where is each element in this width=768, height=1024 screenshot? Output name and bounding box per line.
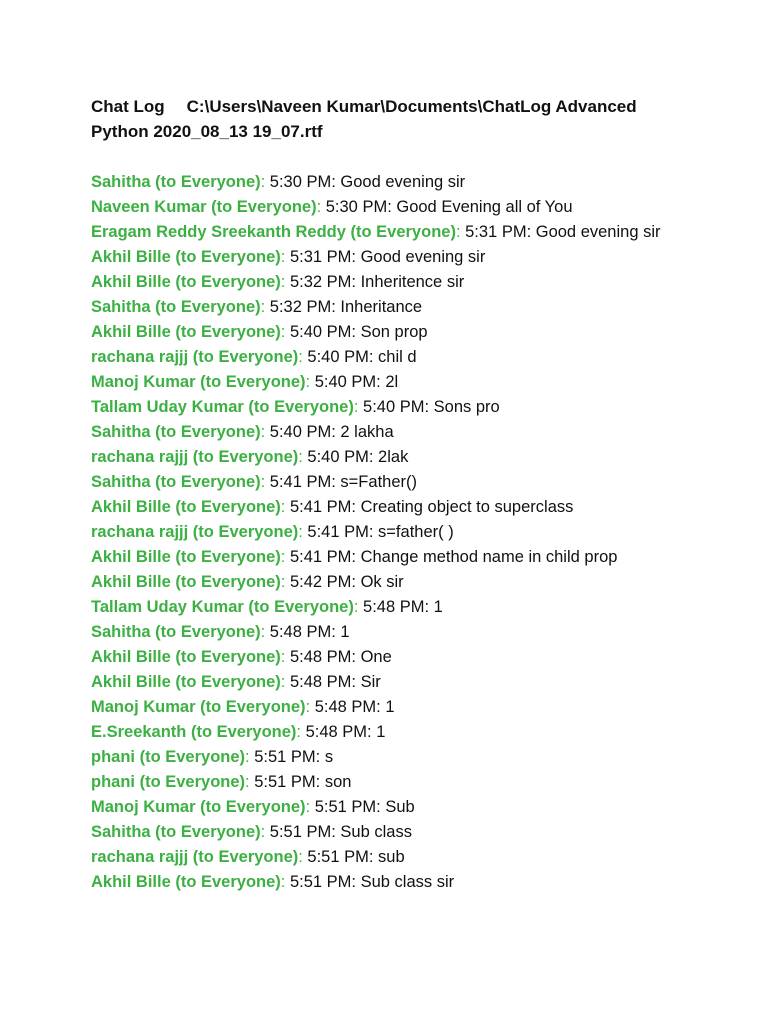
time-colon: :: [351, 673, 361, 691]
chat-message: [91, 670, 691, 695]
message-time: 5:41 PM: [269, 473, 332, 491]
time-colon: :: [376, 698, 386, 716]
chat-message: [91, 545, 691, 570]
message-sender: phani (to Everyone): [91, 773, 246, 791]
sender-colon: :: [280, 673, 290, 691]
message-text: son: [324, 773, 352, 791]
time-colon: :: [351, 573, 361, 591]
time-colon: :: [331, 823, 341, 841]
message-text: Good Evening all of You: [396, 198, 573, 216]
sender-colon: :: [260, 823, 270, 841]
sender-colon: :: [280, 248, 290, 266]
message-time: 5:41 PM: [289, 498, 352, 516]
message-text: Change method name in child prop: [360, 548, 618, 566]
message-text: 1: [433, 598, 443, 616]
message-text: Good evening sir: [340, 173, 466, 191]
sender-colon: :: [280, 273, 290, 291]
sender-colon: :: [305, 698, 315, 716]
sender-colon: :: [280, 648, 290, 666]
message-time: 5:40 PM: [307, 448, 369, 466]
time-colon: :: [387, 198, 397, 216]
chat-message: [91, 745, 691, 770]
message-sender: Akhil Bille (to Everyone): [91, 498, 281, 516]
message-time: 5:51 PM: [254, 773, 316, 791]
sender-colon: :: [260, 623, 270, 641]
sender-colon: :: [260, 473, 270, 491]
message-text: 1: [385, 698, 395, 716]
sender-colon: :: [280, 573, 290, 591]
time-colon: :: [331, 298, 341, 316]
message-sender: Tallam Uday Kumar (to Everyone): [91, 598, 354, 616]
message-sender: Tallam Uday Kumar (to Everyone): [91, 398, 354, 416]
message-text: One: [360, 648, 392, 666]
chat-message: [91, 595, 691, 620]
message-sender: Sahitha (to Everyone): [91, 298, 261, 316]
message-sender: rachana rajjj (to Everyone): [91, 848, 299, 866]
message-sender: rachana rajjj (to Everyone): [91, 348, 299, 366]
message-sender: Manoj Kumar (to Everyone): [91, 373, 306, 391]
chat-message: [91, 395, 691, 420]
chat-message: [91, 695, 691, 720]
message-time: 5:51 PM: [314, 798, 377, 816]
time-colon: :: [331, 623, 341, 641]
time-colon: :: [351, 498, 361, 516]
message-time: 5:48 PM: [269, 623, 332, 641]
message-text: Ok sir: [360, 573, 404, 591]
sender-colon: :: [260, 173, 270, 191]
message-time: 5:51 PM: [307, 848, 369, 866]
sender-colon: :: [353, 598, 364, 616]
message-text: Creating object to superclass: [360, 498, 574, 516]
message-sender: rachana rajjj (to Everyone): [91, 448, 299, 466]
message-text: Inheritence sir: [360, 273, 465, 291]
message-sender: Sahitha (to Everyone): [91, 473, 261, 491]
time-colon: :: [315, 748, 325, 766]
sender-colon: :: [298, 523, 308, 541]
sender-colon: :: [305, 798, 315, 816]
message-time: 5:51 PM: [254, 748, 316, 766]
message-time: 5:31 PM: [465, 223, 527, 241]
time-colon: :: [376, 798, 386, 816]
message-sender: E.Sreekanth (to Everyone): [91, 723, 297, 741]
chat-message: [91, 345, 691, 370]
time-colon: :: [368, 523, 379, 541]
message-sender: Akhil Bille (to Everyone): [91, 248, 281, 266]
message-time: 5:31 PM: [289, 248, 352, 266]
chat-message: [91, 245, 691, 270]
message-time: 5:40 PM: [363, 398, 425, 416]
chat-log-page: [91, 94, 691, 895]
time-colon: :: [315, 773, 325, 791]
time-colon: :: [351, 273, 361, 291]
message-list: [91, 170, 691, 895]
message-sender: Akhil Bille (to Everyone): [91, 873, 281, 891]
time-colon: :: [424, 398, 434, 416]
time-colon: :: [351, 248, 361, 266]
message-text: Good evening sir: [360, 248, 486, 266]
message-text: s: [324, 748, 334, 766]
chat-message: [91, 270, 691, 295]
time-colon: :: [367, 723, 377, 741]
message-time: 5:48 PM: [305, 723, 368, 741]
sender-colon: :: [260, 298, 270, 316]
time-colon: :: [368, 448, 379, 466]
chat-message: [91, 645, 691, 670]
sender-colon: :: [298, 348, 308, 366]
sender-colon: :: [455, 223, 466, 241]
chat-message: [91, 195, 691, 220]
message-time: 5:48 PM: [289, 648, 352, 666]
message-time: 5:48 PM: [289, 673, 352, 691]
chat-message: [91, 795, 691, 820]
chat-message: [91, 445, 691, 470]
time-colon: :: [424, 598, 434, 616]
message-sender: Naveen Kumar (to Everyone): [91, 198, 317, 216]
time-colon: :: [376, 373, 386, 391]
chat-message: [91, 220, 691, 245]
message-text: 2l: [385, 373, 399, 391]
message-text: Good evening sir: [535, 223, 661, 241]
message-time: 5:30 PM: [269, 173, 332, 191]
message-sender: Sahitha (to Everyone): [91, 173, 261, 191]
chat-message: [91, 770, 691, 795]
message-text: Inheritance: [340, 298, 423, 316]
message-time: 5:48 PM: [363, 598, 425, 616]
chat-message: [91, 470, 691, 495]
message-time: 5:30 PM: [325, 198, 388, 216]
time-colon: :: [351, 323, 361, 341]
sender-colon: :: [305, 373, 315, 391]
message-time: 5:42 PM: [289, 573, 352, 591]
message-time: 5:51 PM: [289, 873, 352, 891]
message-text: Sub: [385, 798, 415, 816]
message-sender: Akhil Bille (to Everyone): [91, 573, 281, 591]
chat-message: [91, 720, 691, 745]
message-sender: Akhil Bille (to Everyone): [91, 673, 281, 691]
time-colon: :: [331, 173, 341, 191]
chat-message: [91, 520, 691, 545]
title-path: C:\Users\Naveen Kumar\Documents\ChatLog Advanced Python 2020_08_13 19_07.rtf: [91, 97, 637, 141]
sender-colon: :: [280, 873, 290, 891]
message-time: 5:41 PM: [289, 548, 352, 566]
chat-message: [91, 570, 691, 595]
chat-message: [91, 620, 691, 645]
chat-message: [91, 495, 691, 520]
chat-message: [91, 870, 691, 895]
message-sender: Sahitha (to Everyone): [91, 823, 261, 841]
time-colon: :: [351, 873, 361, 891]
time-colon: :: [368, 848, 379, 866]
sender-colon: :: [298, 848, 308, 866]
chat-message: [91, 420, 691, 445]
time-colon: :: [368, 348, 379, 366]
message-text: s=Father(): [340, 473, 417, 491]
message-sender: rachana rajjj (to Everyone): [91, 523, 299, 541]
message-sender: Sahitha (to Everyone): [91, 623, 261, 641]
sender-colon: :: [296, 723, 306, 741]
message-sender: Manoj Kumar (to Everyone): [91, 698, 306, 716]
message-time: 5:48 PM: [314, 698, 377, 716]
message-time: 5:40 PM: [307, 348, 369, 366]
message-sender: Akhil Bille (to Everyone): [91, 273, 281, 291]
sender-colon: :: [353, 398, 364, 416]
message-time: 5:40 PM: [314, 373, 377, 391]
message-text: 1: [340, 623, 350, 641]
sender-colon: :: [245, 773, 255, 791]
message-text: 1: [376, 723, 386, 741]
message-text: Sir: [360, 673, 381, 691]
time-colon: :: [331, 473, 341, 491]
message-time: 5:40 PM: [289, 323, 352, 341]
message-time: 5:32 PM: [269, 298, 332, 316]
chat-message: [91, 320, 691, 345]
message-sender: Manoj Kumar (to Everyone): [91, 798, 306, 816]
message-sender: Akhil Bille (to Everyone): [91, 548, 281, 566]
chat-message: [91, 170, 691, 195]
message-time: 5:41 PM: [307, 523, 369, 541]
sender-colon: :: [280, 548, 290, 566]
message-sender: Akhil Bille (to Everyone): [91, 323, 281, 341]
sender-colon: :: [316, 198, 326, 216]
message-text: 2lak: [378, 448, 409, 466]
message-text: Sons pro: [433, 398, 500, 416]
message-text: 2 lakha: [340, 423, 394, 441]
chat-message: [91, 370, 691, 395]
message-text: chil d: [378, 348, 417, 366]
time-colon: :: [351, 648, 361, 666]
title-label: Chat Log: [91, 97, 165, 116]
message-sender: Sahitha (to Everyone): [91, 423, 261, 441]
sender-colon: :: [245, 748, 255, 766]
message-text: Sub class sir: [360, 873, 455, 891]
chat-message: [91, 295, 691, 320]
time-colon: :: [526, 223, 536, 241]
chat-message: [91, 820, 691, 845]
sender-colon: :: [280, 498, 290, 516]
chat-message: [91, 845, 691, 870]
time-colon: :: [331, 423, 341, 441]
message-time: 5:32 PM: [289, 273, 352, 291]
document-title: [91, 94, 691, 144]
sender-colon: :: [280, 323, 290, 341]
message-text: s=father( ): [378, 523, 454, 541]
message-time: 5:40 PM: [269, 423, 332, 441]
message-text: Sub class: [340, 823, 412, 841]
message-sender: Eragam Reddy Sreekanth Reddy (to Everyone): [91, 223, 456, 241]
time-colon: :: [351, 548, 361, 566]
message-text: sub: [378, 848, 405, 866]
sender-colon: :: [260, 423, 270, 441]
message-time: 5:51 PM: [269, 823, 332, 841]
message-sender: Akhil Bille (to Everyone): [91, 648, 281, 666]
sender-colon: :: [298, 448, 308, 466]
message-sender: phani (to Everyone): [91, 748, 246, 766]
message-text: Son prop: [360, 323, 428, 341]
